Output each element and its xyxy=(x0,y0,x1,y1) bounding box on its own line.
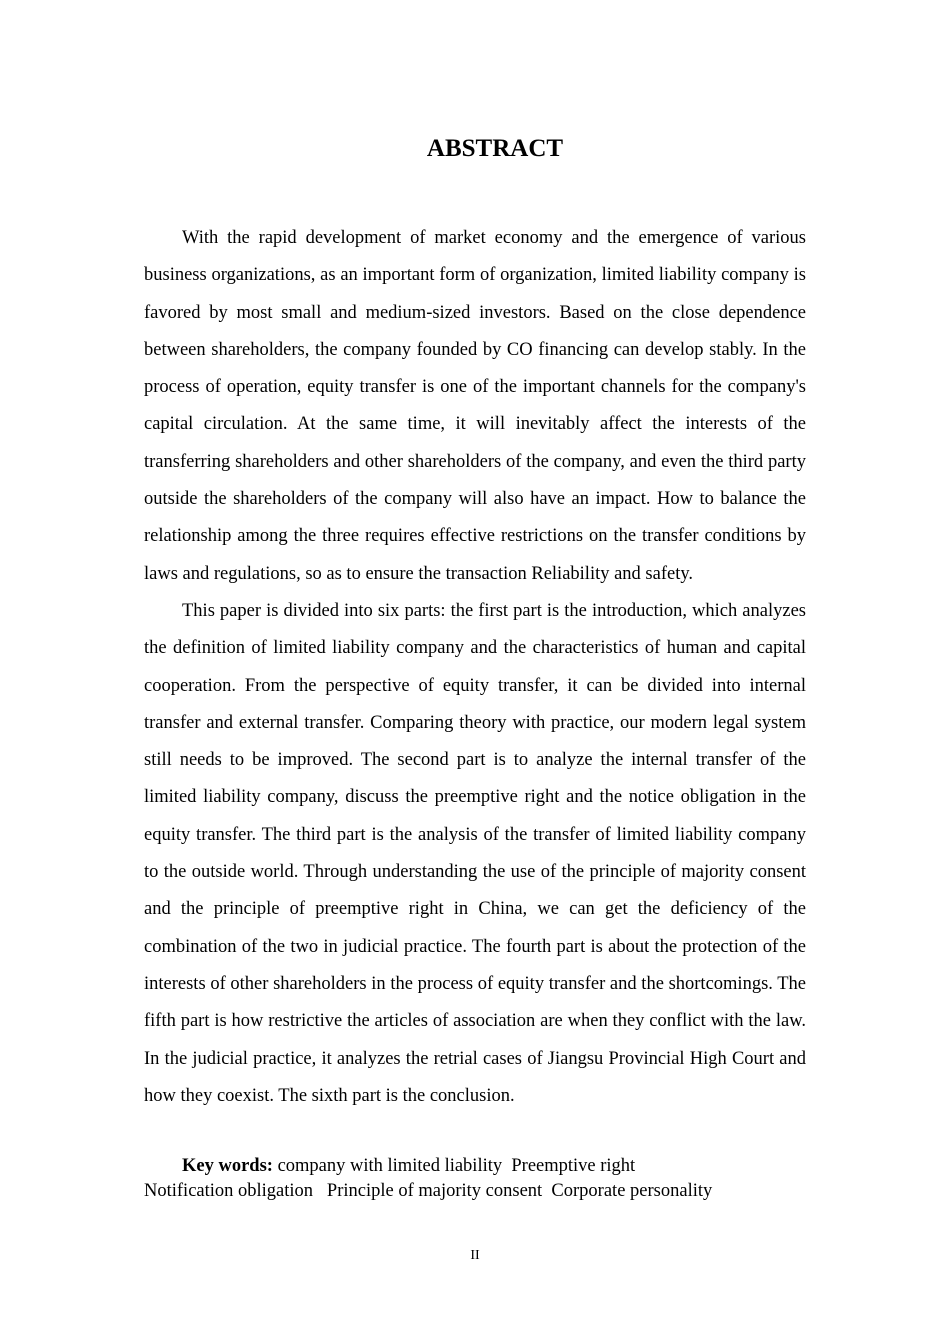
abstract-paragraph: With the rapid development of market economy and the emergence of various business organizations, as an important form of organization, limited liability company is favored by most small and medium-sized investors. Based on the close dependence between shareholders, the company founded by CO financing can develop stably. In the process of operation, equity transfer is one of the important channels for the company's capital circulation. At the same time, it will inevitably affect the interests of the transferring shareholders and other shareholders of the company, and even the third party outside the shareholders of the company will also have an impact. How to balance the relationship among the three requires effective restrictions on the transfer conditions by laws and regulations, so as to ensure the transaction Reliability and safety. xyxy=(144,228,806,584)
abstract-paragraph: This paper is divided into six parts: the first part is the introduction, which analyzes the definition of limited liability company and the characteristics of human and capital cooperation. From the perspective of equity transfer, it can be divided into internal transfer and external transfer. Comparing theory with practice, our modern legal system still needs to be improved. The second part is to analyze the internal transfer of the limited liability company, discuss the preemptive right and the notice obligation in the equity transfer. The third part is the analysis of the transfer of limited liability company to the outside world. Through understanding the use of the principle of majority consent and the principle of preemptive right in China, we can get the deficiency of the combination of the two in judicial practice. The fourth part is about the protection of the interests of other shareholders in the process of equity transfer and the shortcomings. The fifth part is how restrictive the articles of association are when they conflict with the law. In the judicial practice, it analyzes the retrial cases of Jiangsu Provincial High Court and how they coexist. The sixth part is the conclusion. xyxy=(144,600,806,1106)
page-number: II xyxy=(470,1248,480,1263)
page-title: ABSTRACT xyxy=(426,135,564,162)
keywords-label: Key words: xyxy=(182,1156,273,1176)
keywords-line-1 xyxy=(144,1154,824,1179)
keywords-line-2: Notification obligation Principle of majority consent Corporate personality xyxy=(144,1181,713,1201)
keywords-text-1: company with limited liability Preemptive right xyxy=(272,1156,636,1176)
abstract-body xyxy=(144,220,806,1115)
keywords-section xyxy=(144,1154,824,1204)
